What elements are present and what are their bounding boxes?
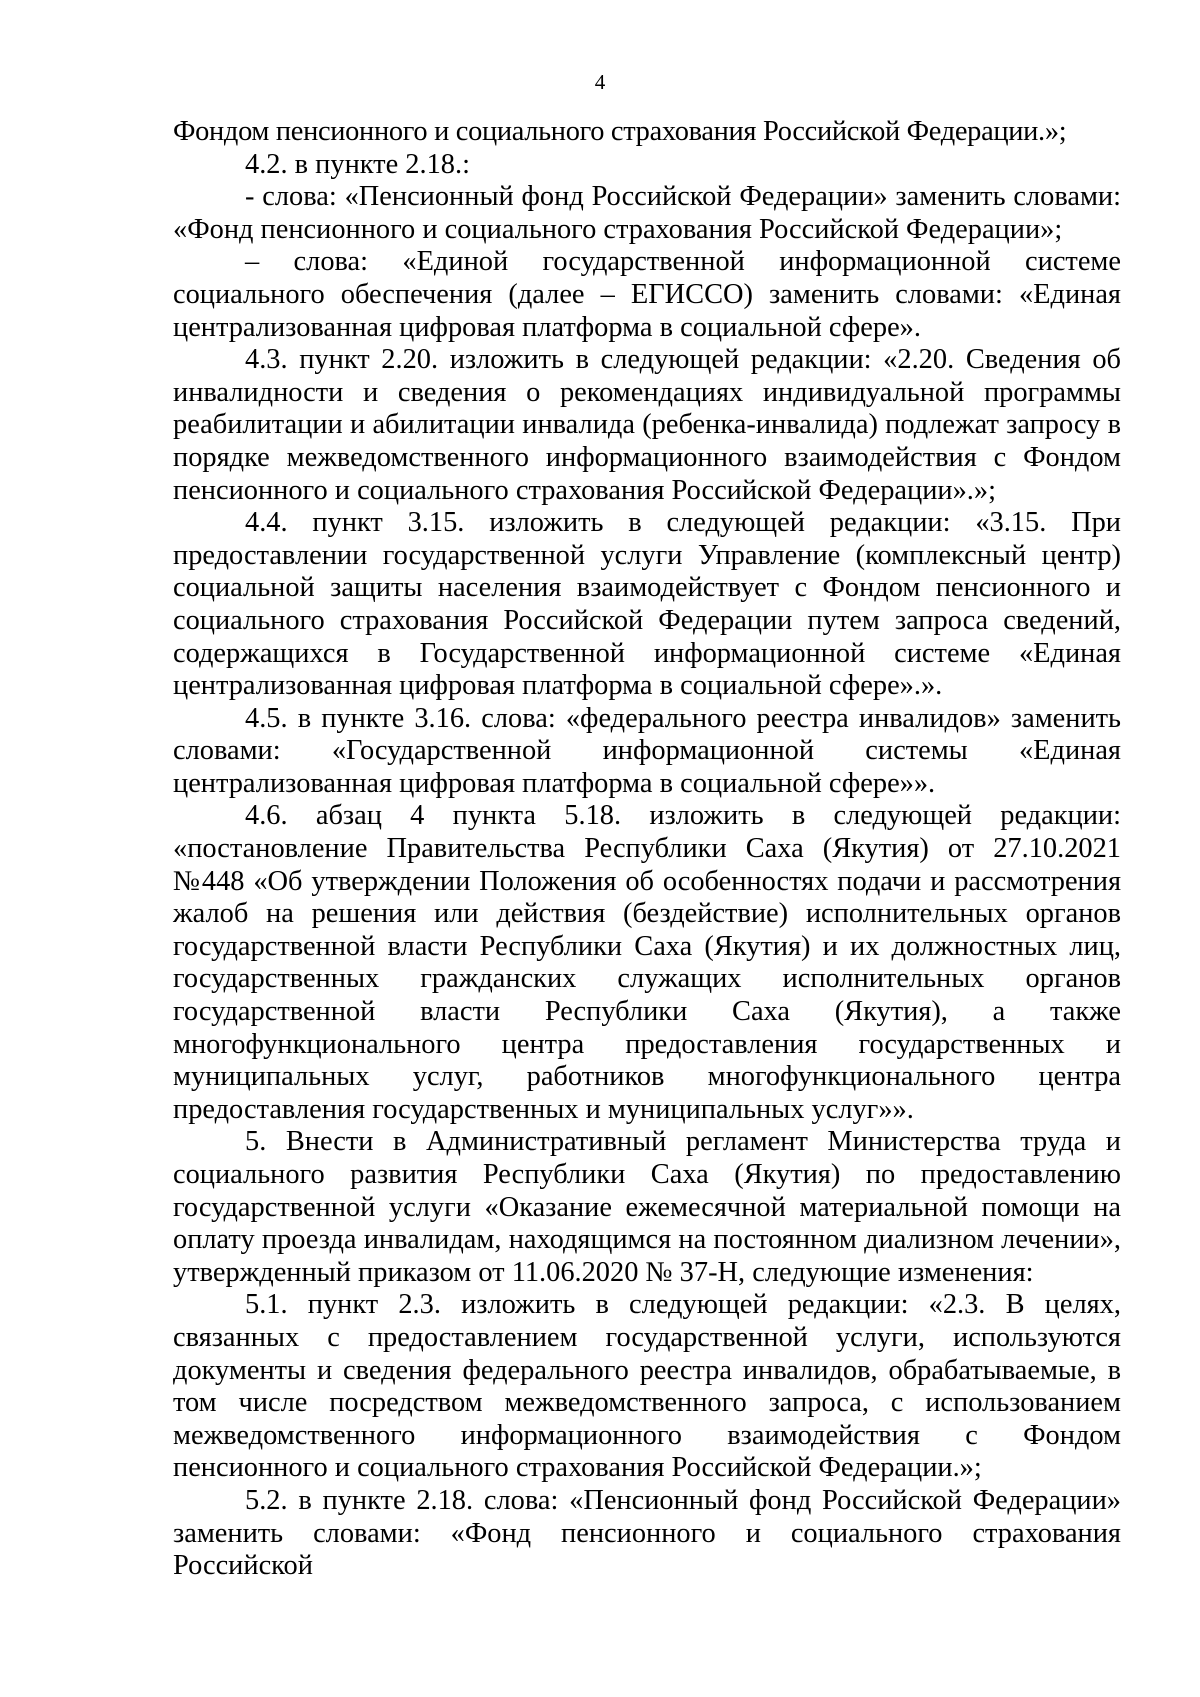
- paragraph-4-3: 4.3. пункт 2.20. изложить в следующей редакции: «2.20. Сведения об инвалидности и сведения о рекомендациях индивидуальной программы реабилитации и абилитации инвалида (ребенка-инвалида) подлежат запросу в порядке межведомственного информационного взаимодействия с Фондом пенсионного и социального страхования Российской Федерации».»;: [173, 344, 1121, 506]
- paragraph-4-2-item-1: - слова: «Пенсионный фонд Российской Федерации» заменить словами: «Фонд пенсионного и социального страхования Российской Федерации»;: [173, 181, 1121, 245]
- document-body: [173, 116, 1121, 1583]
- paragraph-4-5: 4.5. в пункте 3.16. слова: «федерального реестра инвалидов» заменить словами: «Государственной информационной системы «Единая централизованная цифровая платформа в социальной сфере»».: [173, 702, 1121, 799]
- page-number: 4: [594, 70, 606, 94]
- paragraph-5-2: 5.2. в пункте 2.18. слова: «Пенсионный фонд Российской Федерации» заменить словами: «Фонд пенсионного и социального страхования Российской: [173, 1484, 1121, 1582]
- paragraph-4-4: 4.4. пункт 3.15. изложить в следующей редакции: «3.15. При предоставлении государственной услуги Управление (комплексный центр) социальной защиты населения взаимодействует с Фондом пенсионного и социального страхования Российской Федерации путем запроса сведений, содержащихся в Государственной информационной системе «Единая централизованная цифровая платформа в социальной сфере».».: [173, 507, 1121, 702]
- paragraph-5-1: 5.1. пункт 2.3. изложить в следующей редакции: «2.3. В целях, связанных с предоставлением государственной услуги, используются документы и сведения федерального реестра инвалидов, обрабатываемые, в том числе посредством межведомственного запроса, с использованием межведомственного информационного взаимодействия с Фондом пенсионного и социального страхования Российской Федерации.»;: [173, 1289, 1121, 1484]
- paragraph-continuation: Фондом пенсионного и социального страхования Российской Федерации.»;: [173, 116, 1067, 147]
- paragraph-5: 5. Внести в Административный регламент Министерства труда и социального развития Республики Саха (Якутия) по предоставлению государственной услуги «Оказание ежемесячной материальной помощи на оплату проезда инвалидам, находящимся на постоянном диализном лечении», утвержденный приказом от 11.06.2020 № 37-Н, следующие изменения:: [173, 1126, 1121, 1288]
- paragraph-4-2-item-2: – слова: «Единой государственной информационной системе социального обеспечения (далее – ЕГИССО) заменить словами: «Единая централизованная цифровая платформа в социальной сфере».: [173, 246, 1121, 343]
- paragraph-4-6: 4.6. абзац 4 пункта 5.18. изложить в следующей редакции: «постановление Правительства Республики Саха (Якутия) от 27.10.2021 №448 «Об утверждении Положения об особенностях подачи и рассмотрения жалоб на решения или действия (бездействие) исполнительных органов государственной власти Республики Саха (Якутия) и их должностных лиц, государственных гражданских служащих исполнительных органов государственной власти Республики Саха (Якутия), а также многофункционального центра предоставления государственных и муниципальных услуг, работников многофункционального центра предоставления государственных и муниципальных услуг»».: [173, 800, 1121, 1125]
- paragraph-4-2: 4.2. в пункте 2.18.:: [245, 148, 470, 180]
